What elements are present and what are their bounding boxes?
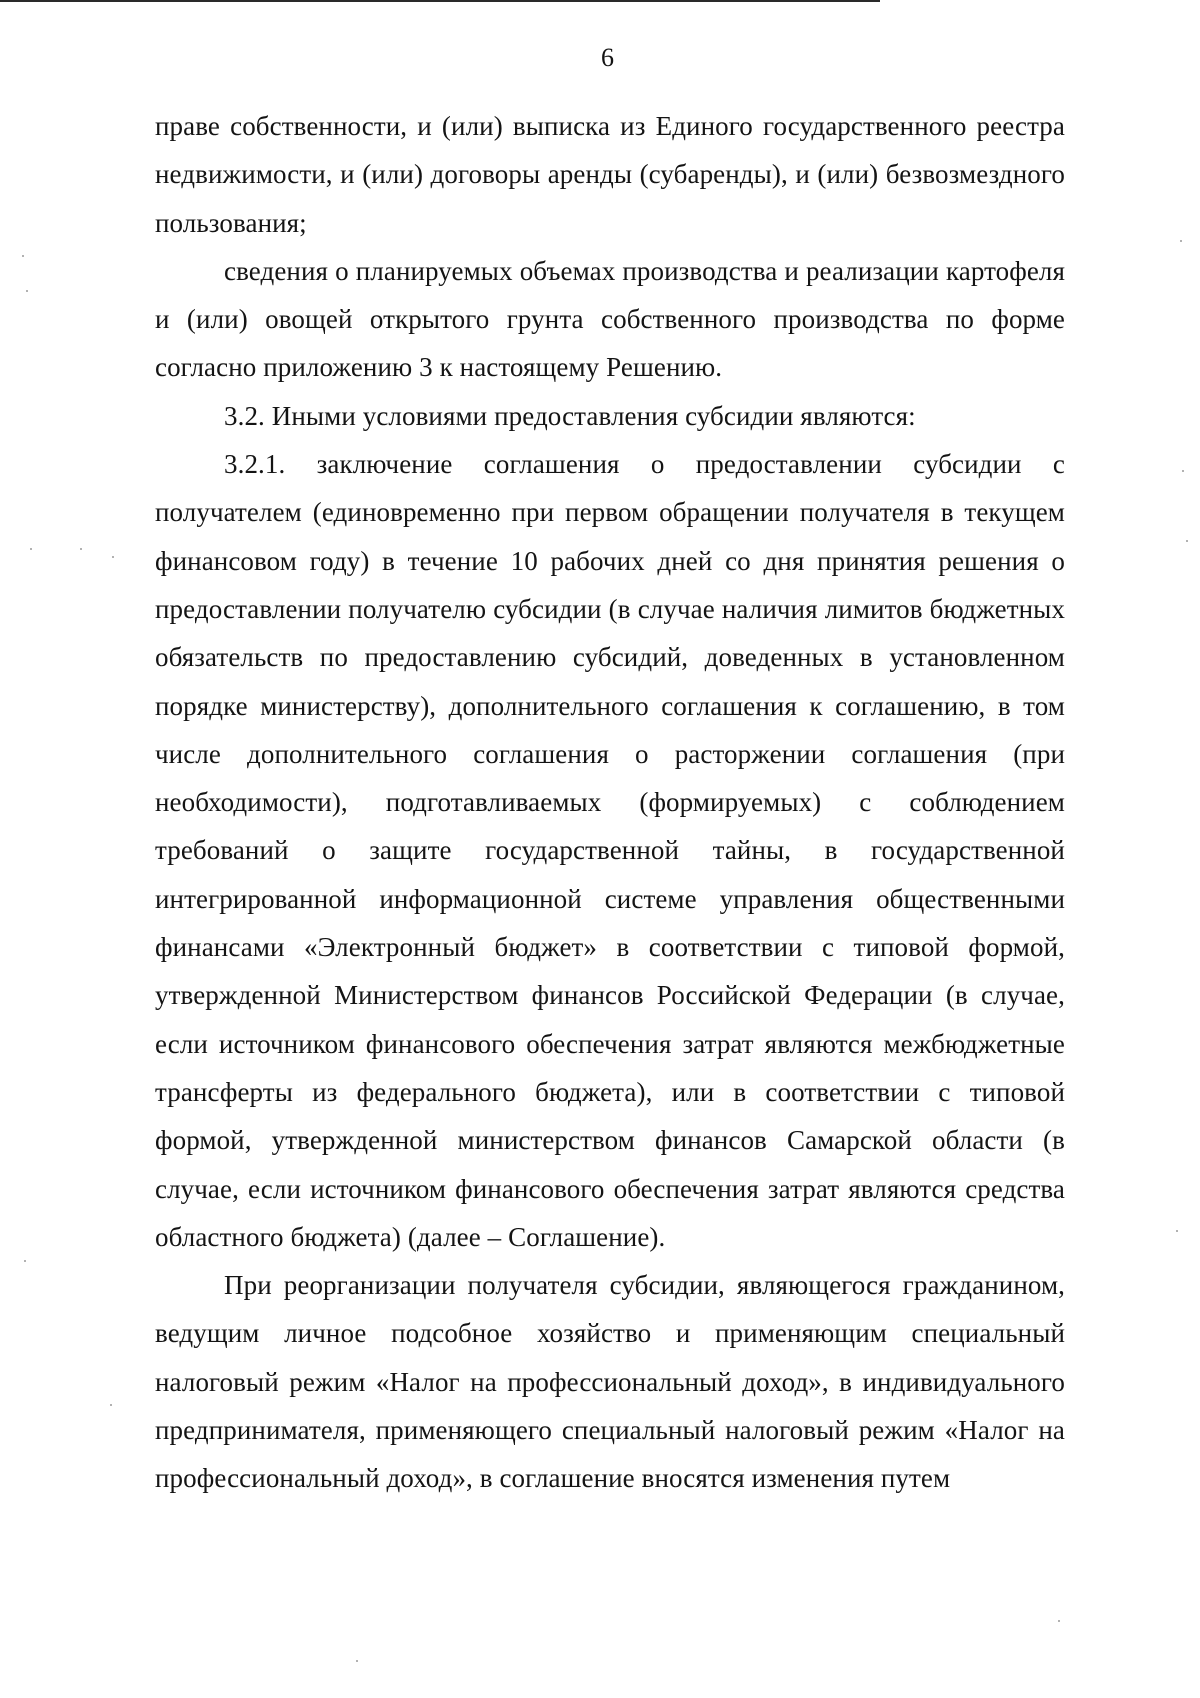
scan-speck [22,255,24,257]
scan-speck [30,548,32,550]
scan-speck [1182,470,1184,472]
paragraph-section-3-2: 3.2. Иными условиями предоставления субсидии являются: [224,400,916,431]
scan-speck [80,548,82,550]
scan-speck [356,1660,358,1662]
scan-speck [26,290,28,292]
page-number: 6 [601,43,614,72]
paragraph-section-3-2-1: 3.2.1. заключение соглашения о предоставлении субсидии с получателем (единовременно при первом обращении получателя в текущем финансовом году) в течение 10 рабочих дней со дня принятия решения о предоставлении получателю субсидии (в случае наличия лимитов бюджетных обязательств по предоставлению субсидий, доведенных в установленном порядке министерству), дополнительного соглашения к соглашению, в том числе дополнительного соглашения о расторжении соглашения (при необходимости), подготавливаемых (формируемых) с соблюдением требований о защите государственной тайны, в государственной интегрированной информационной системе управления общественными финансами «Электронный бюджет» в соответствии с типовой формой, утвержденной Министерством финансов Российской Федерации (в случае, если источником финансового обеспечения затрат являются межбюджетные трансферты из федерального бюджета), или в соответствии с типовой формой, утвержденной министерством финансов Самарской области (в случае, если источником финансового обеспечения затрат являются средства областного бюджета) (далее – Соглашение). [155,449,1065,1252]
paragraph-reorganization: При реорганизации получателя субсидии, являющегося гражданином, ведущим личное подсобное хозяйство и применяющим специальный налоговый режим «Налог на профессиональный доход», в индивидуального предпринимателя, применяющего специальный налоговый режим «Налог на профессиональный доход», в соглашение вносятся изменения путем [155,1270,1065,1494]
scan-speck [24,1260,26,1262]
scan-speck [110,1404,112,1406]
paragraph-production-info: сведения о планируемых объемах производства и реализации картофеля и (или) овощей открытого грунта собственного производства по форме согласно приложению 3 к настоящему Решению. [155,255,1065,383]
scan-top-edge-line [0,0,880,2]
document-body [155,102,1065,1503]
scan-speck [112,556,114,558]
paragraph-continuation: праве собственности, и (или) выписка из Единого государственного реестра недвижимости, и (или) договоры аренды (субаренды), и (или) безвозмездного пользования; [155,111,1065,238]
scan-speck [1180,240,1182,242]
scan-speck [1058,1620,1060,1622]
scan-speck [1186,540,1188,542]
scan-speck [1176,1230,1178,1232]
